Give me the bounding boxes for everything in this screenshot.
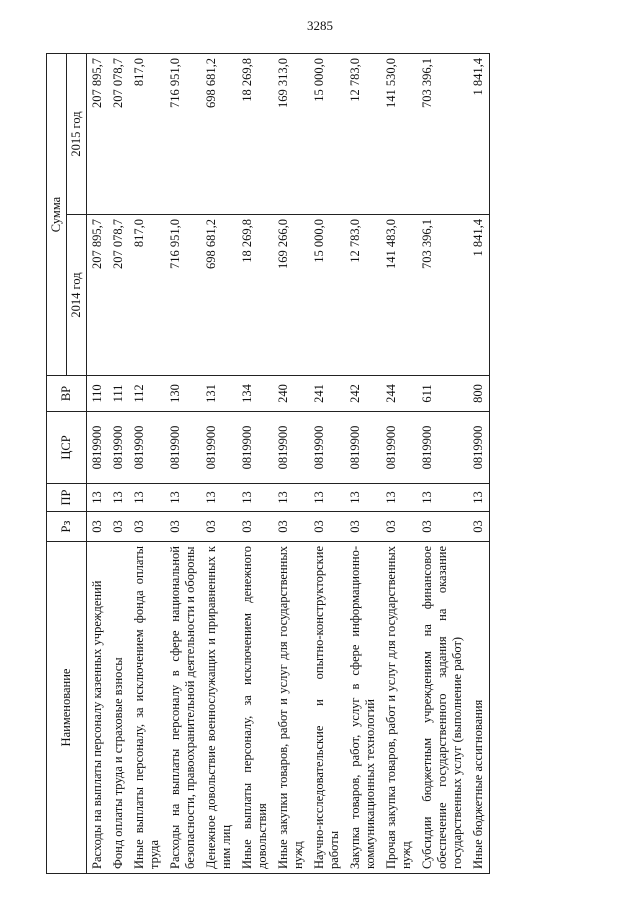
row-sum-2014: 141 483,0 xyxy=(381,215,417,376)
row-sum-2014: 817,0 xyxy=(129,215,165,376)
row-sum-2015: 169 313,0 xyxy=(273,54,309,215)
row-sum-2014: 18 269,8 xyxy=(237,215,273,376)
row-vr: 611 xyxy=(417,376,468,412)
table-row xyxy=(381,54,417,874)
header-rz: Рз xyxy=(47,512,87,542)
row-name: Денежное довольствие военнослужащих и приравненных к ним лиц xyxy=(201,542,237,874)
row-pr: 13 xyxy=(87,484,109,512)
row-pr: 13 xyxy=(273,484,309,512)
header-name: Наименование xyxy=(47,542,87,874)
table-row xyxy=(165,54,201,874)
row-name: Субсидии бюджетным учреждениям на финансовое обеспечение государственного задания на оказание государственных услуг (выполнение работ) xyxy=(417,542,468,874)
header-sum: Сумма xyxy=(47,54,67,376)
row-csr: 0819900 xyxy=(201,412,237,484)
row-sum-2015: 698 681,2 xyxy=(201,54,237,215)
header-pr: ПР xyxy=(47,484,87,512)
row-name: Научно-исследовательские и опытно-конструкторские работы xyxy=(309,542,345,874)
row-vr: 241 xyxy=(309,376,345,412)
row-pr: 13 xyxy=(309,484,345,512)
table-row xyxy=(345,54,381,874)
row-sum-2015: 207 078,7 xyxy=(108,54,129,215)
row-sum-2014: 716 951,0 xyxy=(165,215,201,376)
table-row xyxy=(417,54,468,874)
row-name: Фонд оплаты труда и страховые взносы xyxy=(108,542,129,874)
table-row xyxy=(468,54,490,874)
row-vr: 110 xyxy=(87,376,109,412)
page-number: 3285 xyxy=(307,18,333,33)
row-pr: 13 xyxy=(237,484,273,512)
row-name: Иные бюджетные ассигнования xyxy=(468,542,490,874)
row-name: Иные выплаты персоналу, за исключением денежного довольствия xyxy=(237,542,273,874)
row-pr: 13 xyxy=(201,484,237,512)
row-vr: 244 xyxy=(381,376,417,412)
row-sum-2015: 703 396,1 xyxy=(417,54,468,215)
row-csr: 0819900 xyxy=(108,412,129,484)
row-rz: 03 xyxy=(237,512,273,542)
rotated-page xyxy=(46,54,598,874)
row-rz: 03 xyxy=(129,512,165,542)
row-vr: 112 xyxy=(129,376,165,412)
table-row xyxy=(201,54,237,874)
row-rz: 03 xyxy=(468,512,490,542)
row-csr: 0819900 xyxy=(309,412,345,484)
row-vr: 134 xyxy=(237,376,273,412)
header-row xyxy=(47,54,67,874)
row-name: Иные выплаты персоналу, за исключением фонда оплаты труда xyxy=(129,542,165,874)
row-rz: 03 xyxy=(273,512,309,542)
row-csr: 0819900 xyxy=(417,412,468,484)
row-csr: 0819900 xyxy=(273,412,309,484)
row-csr: 0819900 xyxy=(165,412,201,484)
row-vr: 131 xyxy=(201,376,237,412)
row-sum-2015: 12 783,0 xyxy=(345,54,381,215)
table-row xyxy=(129,54,165,874)
row-pr: 13 xyxy=(381,484,417,512)
row-pr: 13 xyxy=(108,484,129,512)
row-sum-2014: 698 681,2 xyxy=(201,215,237,376)
row-sum-2014: 703 396,1 xyxy=(417,215,468,376)
header-csr: ЦСР xyxy=(47,412,87,484)
row-pr: 13 xyxy=(129,484,165,512)
header-year-2015: 2015 год xyxy=(67,54,87,215)
row-name: Иные закупки товаров, работ и услуг для государственных нужд xyxy=(273,542,309,874)
table-row xyxy=(309,54,345,874)
row-vr: 130 xyxy=(165,376,201,412)
row-sum-2014: 207 078,7 xyxy=(108,215,129,376)
row-sum-2014: 169 266,0 xyxy=(273,215,309,376)
row-rz: 03 xyxy=(165,512,201,542)
row-pr: 13 xyxy=(468,484,490,512)
row-csr: 0819900 xyxy=(381,412,417,484)
row-csr: 0819900 xyxy=(468,412,490,484)
row-name: Расходы на выплаты персоналу в сфере национальной безопасности, правоохранительной деятельности и обороны xyxy=(165,542,201,874)
row-sum-2014: 207 895,7 xyxy=(87,215,109,376)
row-sum-2014: 15 000,0 xyxy=(309,215,345,376)
row-csr: 0819900 xyxy=(87,412,109,484)
row-sum-2015: 15 000,0 xyxy=(309,54,345,215)
row-pr: 13 xyxy=(165,484,201,512)
row-rz: 03 xyxy=(87,512,109,542)
budget-table xyxy=(46,53,490,874)
row-csr: 0819900 xyxy=(345,412,381,484)
row-csr: 0819900 xyxy=(237,412,273,484)
row-name: Расходы на выплаты персоналу казенных учреждений xyxy=(87,542,109,874)
table-row xyxy=(87,54,109,874)
table-row xyxy=(237,54,273,874)
row-sum-2015: 18 269,8 xyxy=(237,54,273,215)
row-rz: 03 xyxy=(108,512,129,542)
row-name: Закупка товаров, работ, услуг в сфере информационно-коммуникационных технологий xyxy=(345,542,381,874)
row-sum-2015: 141 530,0 xyxy=(381,54,417,215)
row-vr: 111 xyxy=(108,376,129,412)
header-vr: ВР xyxy=(47,376,87,412)
row-name: Прочая закупка товаров, работ и услуг для государственных нужд xyxy=(381,542,417,874)
row-sum-2014: 12 783,0 xyxy=(345,215,381,376)
row-sum-2015: 207 895,7 xyxy=(87,54,109,215)
row-rz: 03 xyxy=(201,512,237,542)
row-rz: 03 xyxy=(309,512,345,542)
row-rz: 03 xyxy=(417,512,468,542)
row-sum-2015: 1 841,4 xyxy=(468,54,490,215)
row-pr: 13 xyxy=(345,484,381,512)
row-rz: 03 xyxy=(345,512,381,542)
table-row xyxy=(108,54,129,874)
row-vr: 242 xyxy=(345,376,381,412)
header-year-2014: 2014 год xyxy=(67,215,87,376)
row-vr: 800 xyxy=(468,376,490,412)
row-pr: 13 xyxy=(417,484,468,512)
row-rz: 03 xyxy=(381,512,417,542)
row-csr: 0819900 xyxy=(129,412,165,484)
row-sum-2015: 817,0 xyxy=(129,54,165,215)
row-sum-2014: 1 841,4 xyxy=(468,215,490,376)
row-sum-2015: 716 951,0 xyxy=(165,54,201,215)
row-vr: 240 xyxy=(273,376,309,412)
table-row xyxy=(273,54,309,874)
